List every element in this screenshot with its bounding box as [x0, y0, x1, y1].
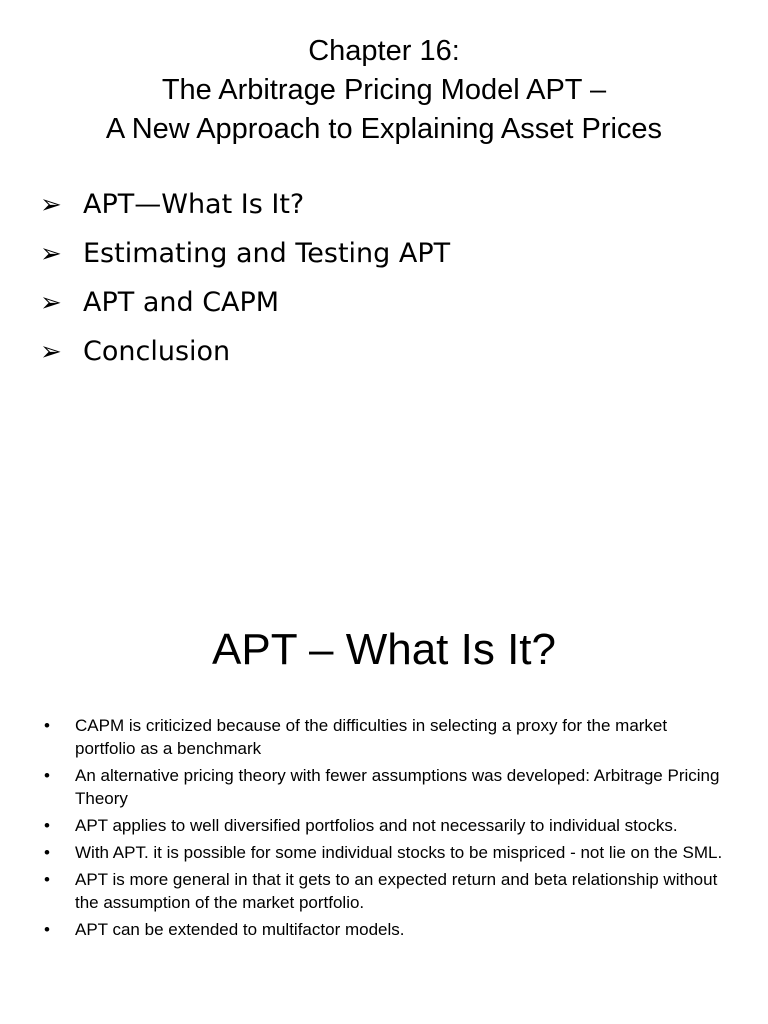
bullet-item [44, 868, 724, 914]
bullet-text: APT applies to well diversified portfolios and not necessarily to individual stocks. [75, 816, 678, 835]
agenda-item [40, 229, 450, 278]
bullet-item [44, 841, 724, 864]
arrow-bullet-icon: ➢ [40, 238, 62, 269]
agenda-item-label: Estimating and Testing APT [83, 238, 451, 269]
agenda-list [40, 180, 450, 376]
bullet-item [44, 764, 724, 810]
bullet-text: With APT. it is possible for some individual stocks to be mispriced - not lie on the SML. [75, 843, 723, 862]
round-bullet-icon: • [44, 816, 50, 835]
bullet-item [44, 918, 724, 941]
round-bullet-icon: • [44, 870, 50, 889]
round-bullet-icon: • [44, 843, 50, 862]
title-line: The Arbitrage Pricing Model APT – [161, 74, 607, 106]
arrow-bullet-icon: ➢ [40, 189, 62, 220]
agenda-item [40, 327, 450, 376]
agenda-item-label: APT—What Is It? [83, 189, 305, 220]
slide-apt-what-is-it [0, 560, 768, 1024]
slide-title: APT – What Is It? [212, 625, 556, 674]
agenda-item-label: Conclusion [83, 336, 231, 367]
bullet-item [44, 814, 724, 837]
agenda-item-label: APT and CAPM [83, 287, 280, 318]
bullet-text: CAPM is criticized because of the difficulties in selecting a proxy for the market portfolio as a benchmark [75, 716, 668, 758]
agenda-item [40, 180, 450, 229]
round-bullet-icon: • [44, 766, 50, 785]
round-bullet-icon: • [44, 716, 50, 735]
chapter-title [0, 32, 768, 149]
agenda-item [40, 278, 450, 327]
arrow-bullet-icon: ➢ [40, 287, 62, 318]
bullet-text: APT can be extended to multifactor models. [75, 920, 405, 939]
bullet-text: APT is more general in that it gets to an expected return and beta relationship without the assumption of the market portfolio. [75, 870, 718, 912]
bullet-list [44, 714, 724, 945]
round-bullet-icon: • [44, 920, 50, 939]
title-line: Chapter 16: [308, 35, 460, 67]
bullet-text: An alternative pricing theory with fewer assumptions was developed: Arbitrage Pricing Theory [75, 766, 720, 808]
title-line: A New Approach to Explaining Asset Prices [105, 113, 663, 145]
arrow-bullet-icon: ➢ [40, 336, 62, 367]
bullet-item [44, 714, 724, 760]
